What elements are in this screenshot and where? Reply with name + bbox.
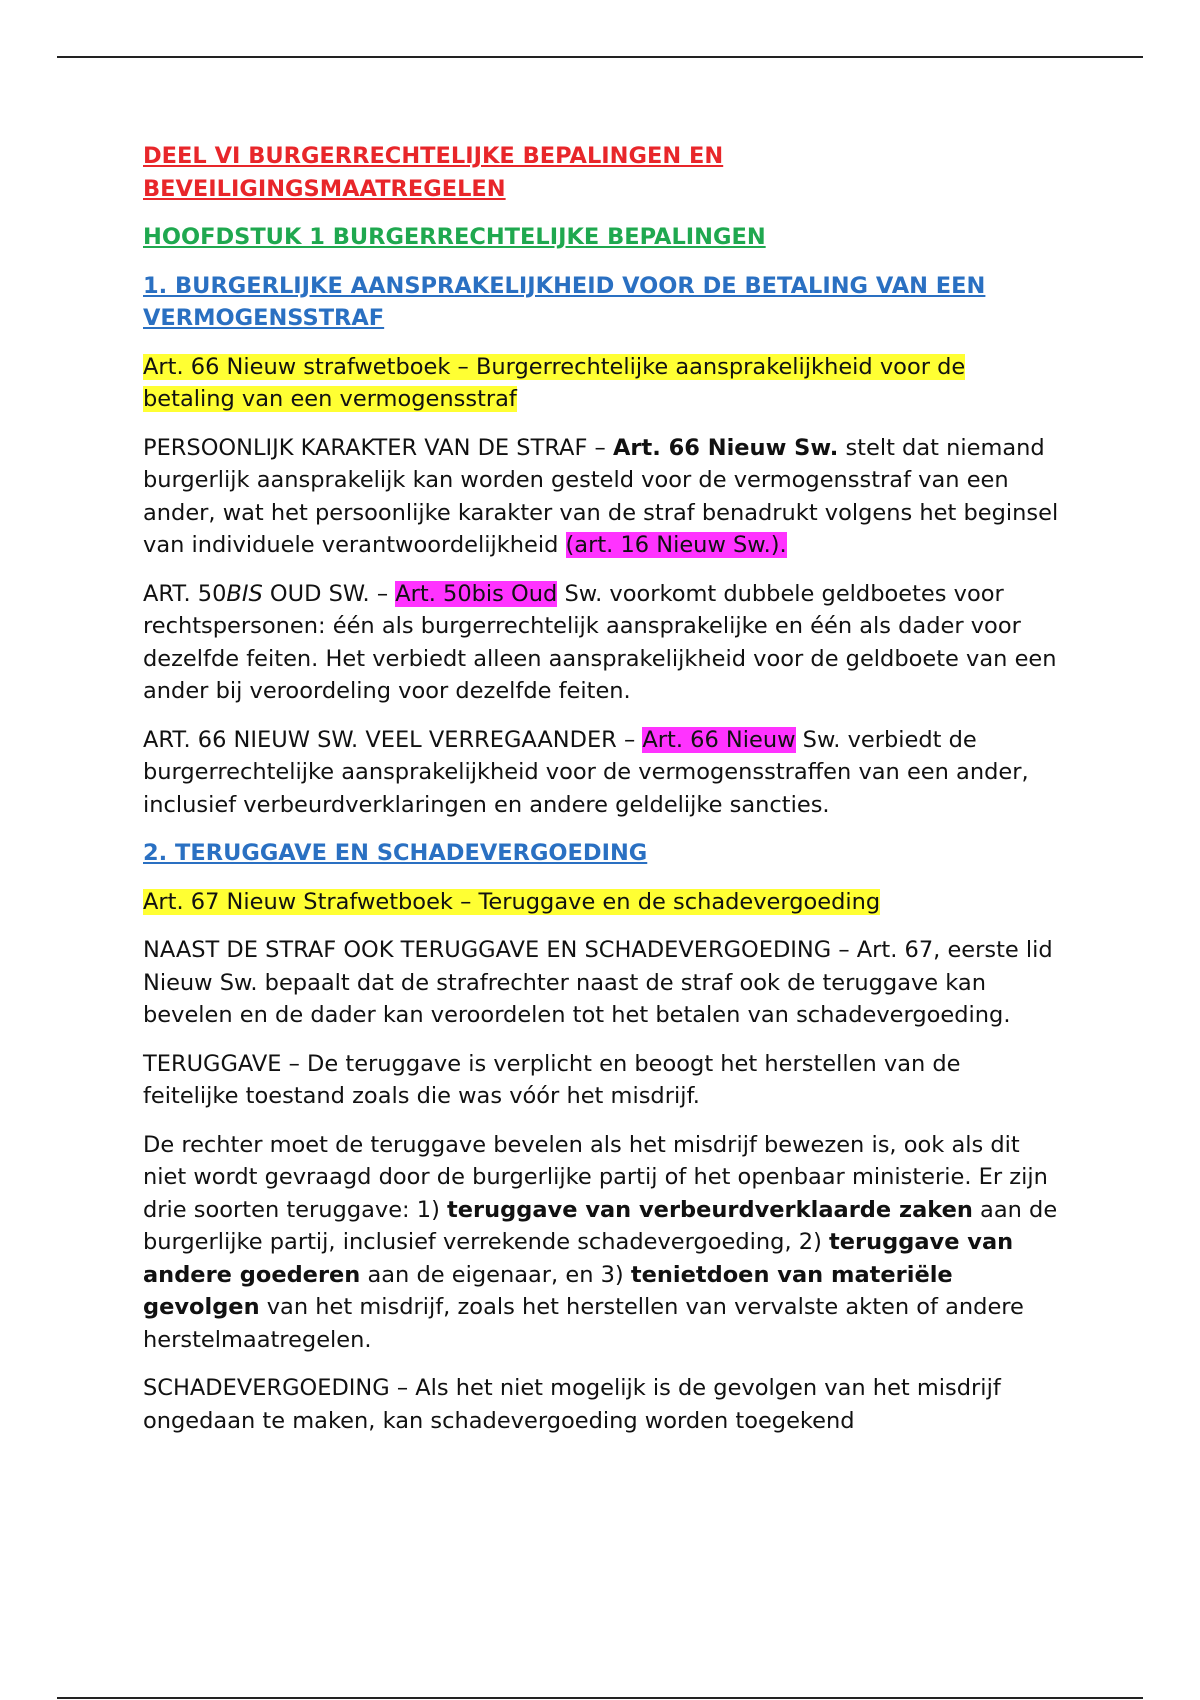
article-66-line bbox=[143, 351, 1063, 416]
text-run: OUD SW. – bbox=[262, 580, 396, 607]
text-run: ART. 50 bbox=[143, 580, 227, 607]
section-1-heading: 1. BURGERLIJKE AANSPRAKELIJKHEID VOOR DE BETALING VAN EEN VERMOGENSSTRAF bbox=[143, 272, 986, 331]
magenta-highlight: Art. 50bis Oud bbox=[395, 580, 558, 607]
section-2-heading: 2. TERUGGAVE EN SCHADEVERGOEDING bbox=[143, 840, 648, 866]
text-run: De rechter moet de teruggave bevelen als het misdrijf bewezen is, ook als dit niet wordt gevraagd door de burgerlijke partij of het openbaar ministerie. Er zijn drie soorten teruggave: 1) bbox=[143, 1131, 1048, 1223]
magenta-highlight: Art. 66 Nieuw bbox=[642, 726, 796, 753]
document-body bbox=[143, 140, 1063, 1453]
magenta-highlight: (art. 16 Nieuw Sw.). bbox=[565, 532, 787, 558]
text-run: van het misdrijf, zoals het herstellen van vervalste akten of andere herstelmaatregelen. bbox=[143, 1294, 1024, 1353]
paragraph-naast-de-straf: NAAST DE STRAF OOK TERUGGAVE EN SCHADEVERGOEDING – Art. 67, eerste lid Nieuw Sw. bepaalt dat de strafrechter naast de straf ook de teruggave kan bevelen en de dader kan veroordelen tot het betalen van schadevergoeding. bbox=[143, 937, 1053, 1028]
text-run: PERSOONLIJK KARAKTER VAN DE STRAF – bbox=[143, 434, 613, 461]
part-heading: DEEL VI BURGERRECHTELIJKE BEPALINGEN EN BEVEILIGINGSMAATREGELEN bbox=[143, 143, 724, 202]
paragraph-art-66-verregaander bbox=[143, 724, 1063, 822]
italic-run: BIS bbox=[226, 580, 263, 607]
bold-run: teruggave van verbeurdverklaarde zaken bbox=[447, 1196, 973, 1223]
article-67-highlight: Art. 67 Nieuw Strafwetboek – Teruggave en de schadevergoeding bbox=[143, 888, 881, 915]
text-run: aan de burgerlijke partij, inclusief verrekende schadevergoeding, 2) bbox=[143, 1196, 1058, 1255]
paragraph-teruggave: TERUGGAVE – De teruggave is verplicht en beoogt het herstellen van de feitelijke toestand zoals die was vóór het misdrijf. bbox=[143, 1050, 961, 1109]
top-rule bbox=[57, 56, 1143, 58]
article-66-highlight: Art. 66 Nieuw strafwetboek – Burgerrechtelijke aansprakelijkheid voor de betaling van een vermogensstraf bbox=[143, 353, 966, 412]
text-run: Sw. voorkomt dubbele geldboetes voor rechtspersonen: één als burgerrechtelijk aansprakelijke en één als dader voor dezelfde feiten. Het verbiedt alleen aansprakelijkheid voor de geldboete van een ander bij veroordeling voor dezelfde feiten. bbox=[143, 580, 1057, 704]
paragraph-soorten-teruggave bbox=[143, 1129, 1063, 1357]
text-run: stelt dat niemand burgerlijk aansprakelijk kan worden gesteld voor de vermogensstraf van een ander, wat het persoonlijke karakter van de straf benadrukt volgens het beginsel van individuele verantwoordelijkheid bbox=[143, 434, 1059, 558]
text-run: Sw. verbiedt de burgerrechtelijke aansprakelijkheid voor de vermogensstraffen van een ander, inclusief verbeurdverklaringen en andere geldelijke sancties. bbox=[143, 726, 1029, 818]
paragraph-art-50bis bbox=[143, 578, 1063, 708]
text-run: ART. 66 NIEUW SW. VEEL VERREGAANDER – bbox=[143, 726, 643, 753]
paragraph-persoonlijk-karakter bbox=[143, 432, 1063, 562]
bottom-rule bbox=[57, 1697, 1143, 1699]
bold-run: Art. 66 Nieuw Sw. bbox=[612, 434, 839, 461]
article-67-line bbox=[143, 886, 1063, 919]
text-run: aan de eigenaar, en 3) bbox=[360, 1261, 631, 1288]
chapter-heading: HOOFDSTUK 1 BURGERRECHTELIJKE BEPALINGEN bbox=[143, 224, 766, 250]
bold-run: tenietdoen van materiële gevolgen bbox=[143, 1261, 953, 1320]
paragraph-schadevergoeding: SCHADEVERGOEDING – Als het niet mogelijk is de gevolgen van het misdrijf ongedaan te maken, kan schadevergoeding worden toegekend bbox=[143, 1375, 1001, 1434]
bold-run: teruggave van andere goederen bbox=[143, 1229, 1014, 1288]
